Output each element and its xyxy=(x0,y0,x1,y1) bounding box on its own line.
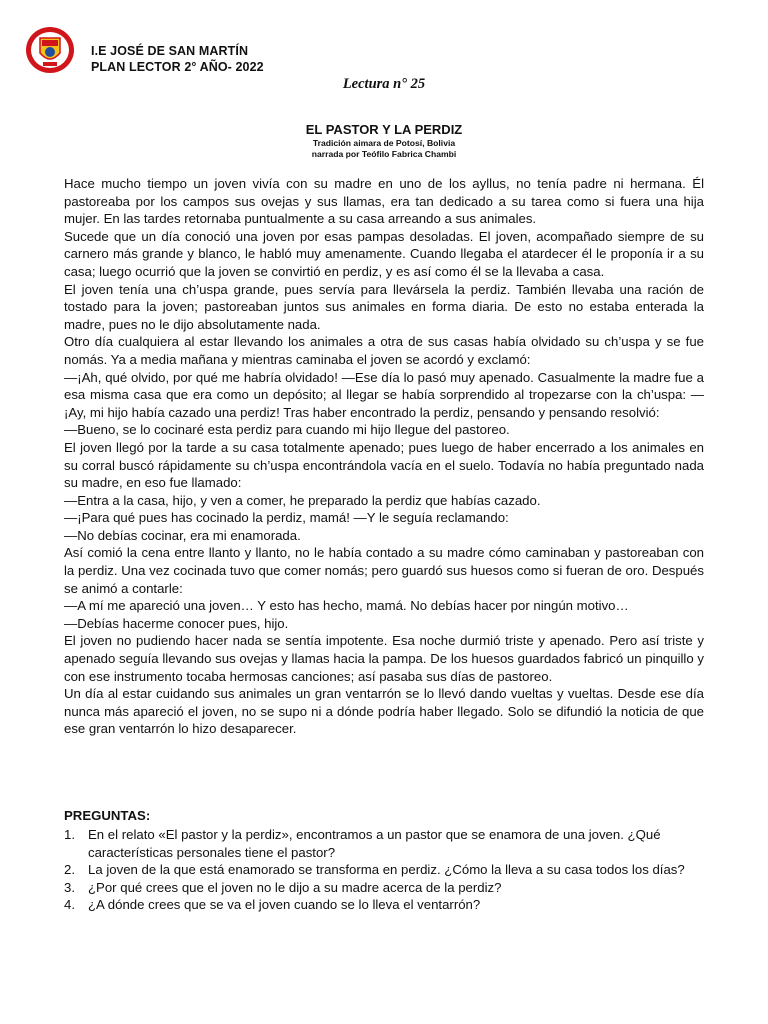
reading-number: Lectura n° 25 xyxy=(342,76,426,92)
question-text: La joven de la que está enamorado se transforma en perdiz. ¿Cómo la lleva a su casa todos los días? xyxy=(88,862,685,878)
paragraph: El joven llegó por la tarde a su casa totalmente apenado; pues luego de haber encerrado a los animales en su corral buscó rápidamente su ch’uspa encontrándola vacía en el suelo. Todavía no había preguntado nada su madre, en eso fue llamado: xyxy=(64,439,704,491)
paragraph: —¡Para qué pues has cocinado la perdiz, mamá! —Y le seguía reclamando: xyxy=(64,510,509,526)
paragraph: Un día al estar cuidando sus animales un gran ventarrón se lo llevó dando vueltas y vueltas. Desde ese día nunca más apareció el joven, no se supo ni a dónde podría haber llegado. Solo se difundió la noticia de que ese gran ventarrón lo hizo desaparecer. xyxy=(64,686,704,737)
paragraph: —Debías hacerme conocer pues, hijo. xyxy=(64,615,289,631)
paragraph: Hace mucho tiempo un joven vivía con su madre en uno de los ayllus, no tenía padre ni hermana. Él pastoreaba por los campos sus ovejas y sus llamas, era tan dedicado a su tarea como si fuera una hija mujer. En las tardes retornaba puntualmente a su casa arreando a sus animales. xyxy=(64,176,704,227)
paragraph: —Entra a la casa, hijo, y ven a comer, he preparado la perdiz que habías cazado. xyxy=(64,492,541,508)
paragraph: El joven no pudiendo hacer nada se sentía impotente. Esa noche durmió triste y apenado. Pero así triste y apenado seguía llevando sus ovejas y llamas hacia la pampa. De los huesos guardados fabricó un pinquillo y con ese instrumento tocaba hermosas canciones; así pasaba sus días de pastoreo. xyxy=(64,633,704,684)
questions-heading: PREGUNTAS: xyxy=(64,808,151,823)
question-item xyxy=(64,826,704,861)
question-item xyxy=(64,879,704,897)
question-number: 3. xyxy=(64,879,75,895)
question-text: ¿A dónde crees que se va el joven cuando se lo lleva el ventarrón? xyxy=(88,897,481,913)
paragraph: El joven tenía una ch’uspa grande, pues servía para llevársela la perdiz. También llevaba una ración de tostado para la joven; pastoreaban juntos sus animales en forma diaria. De esto no estaba enterada la madre, pues no le dijo absolutamente nada. xyxy=(64,281,704,332)
school-name: I.E JOSÉ DE SAN MARTÍN xyxy=(91,44,249,58)
question-item xyxy=(64,861,704,879)
paragraph: Así comió la cena entre llanto y llanto, no le había contado a su madre cómo caminaban y pastoreaban con la perdiz. Una vez cocinada tuvo que comer nomás; pero guardó sus huesos como si fueran de oro. Después se animó a contarle: xyxy=(64,545,704,596)
question-number: 1. xyxy=(64,827,75,842)
reading-origin: Tradición aimara de Potosí, Bolivia xyxy=(312,138,456,148)
question-text: En el relato «El pastor y la perdiz», encontramos a un pastor que se enamora de una joven. ¿Qué características personales tiene el pastor? xyxy=(88,827,661,860)
paragraph: —A mí me apareció una joven… Y esto has hecho, mamá. No debías hacer por ningún motivo… xyxy=(64,598,629,614)
plan-lector-label: PLAN LECTOR 2° AÑO- 2022 xyxy=(91,60,264,74)
question-number: 2. xyxy=(64,862,75,878)
school-header xyxy=(91,43,264,75)
question-item xyxy=(64,896,704,914)
paragraph: Otro día cualquiera al estar llevando los animales a otra de sus casas había olvidado su ch’uspa y se fue nomás. Ya a media mañana y mientras caminaba el joven se acordó y exclamó: xyxy=(64,334,704,367)
question-text: ¿Por qué crees que el joven no le dijo a su madre acerca de la perdiz? xyxy=(88,879,502,895)
reading-narrator: narrada por Teófilo Fabrica Chambi xyxy=(311,149,457,159)
paragraph: —¡Ah, qué olvido, por qué me habría olvidado! —Ese día lo pasó muy apenado. Casualmente la madre fue a esa misma casa que era como un depósito; al llegar se había sorprendido al tropezarse con la ch’uspa: —¡Ay, mi hijo había cazado una perdiz! Tras haber encontrado la perdiz, pensando y pensando resolvió: xyxy=(64,369,704,420)
school-crest-icon xyxy=(25,25,75,75)
reading-subtitle xyxy=(0,138,768,160)
reading-title: EL PASTOR Y LA PERDIZ xyxy=(305,122,463,137)
questions-list xyxy=(64,826,704,914)
paragraph: —Bueno, se lo cocinaré esta perdiz para cuando mi hijo llegue del pastoreo. xyxy=(64,422,510,438)
story-body xyxy=(64,175,704,738)
paragraph: Sucede que un día conoció una joven por esas pampas desoladas. El joven, acompañado siempre de su carnero más grande y blanco, le habló muy amenamente. Cuando llegaba el atardecer él le proponía ir a su casa; luego ocurrió que la joven se convirtió en perdiz, y es así como él se la llevaba a casa. xyxy=(64,228,704,279)
paragraph: —No debías cocinar, era mi enamorada. xyxy=(64,527,301,543)
question-number: 4. xyxy=(64,897,75,913)
